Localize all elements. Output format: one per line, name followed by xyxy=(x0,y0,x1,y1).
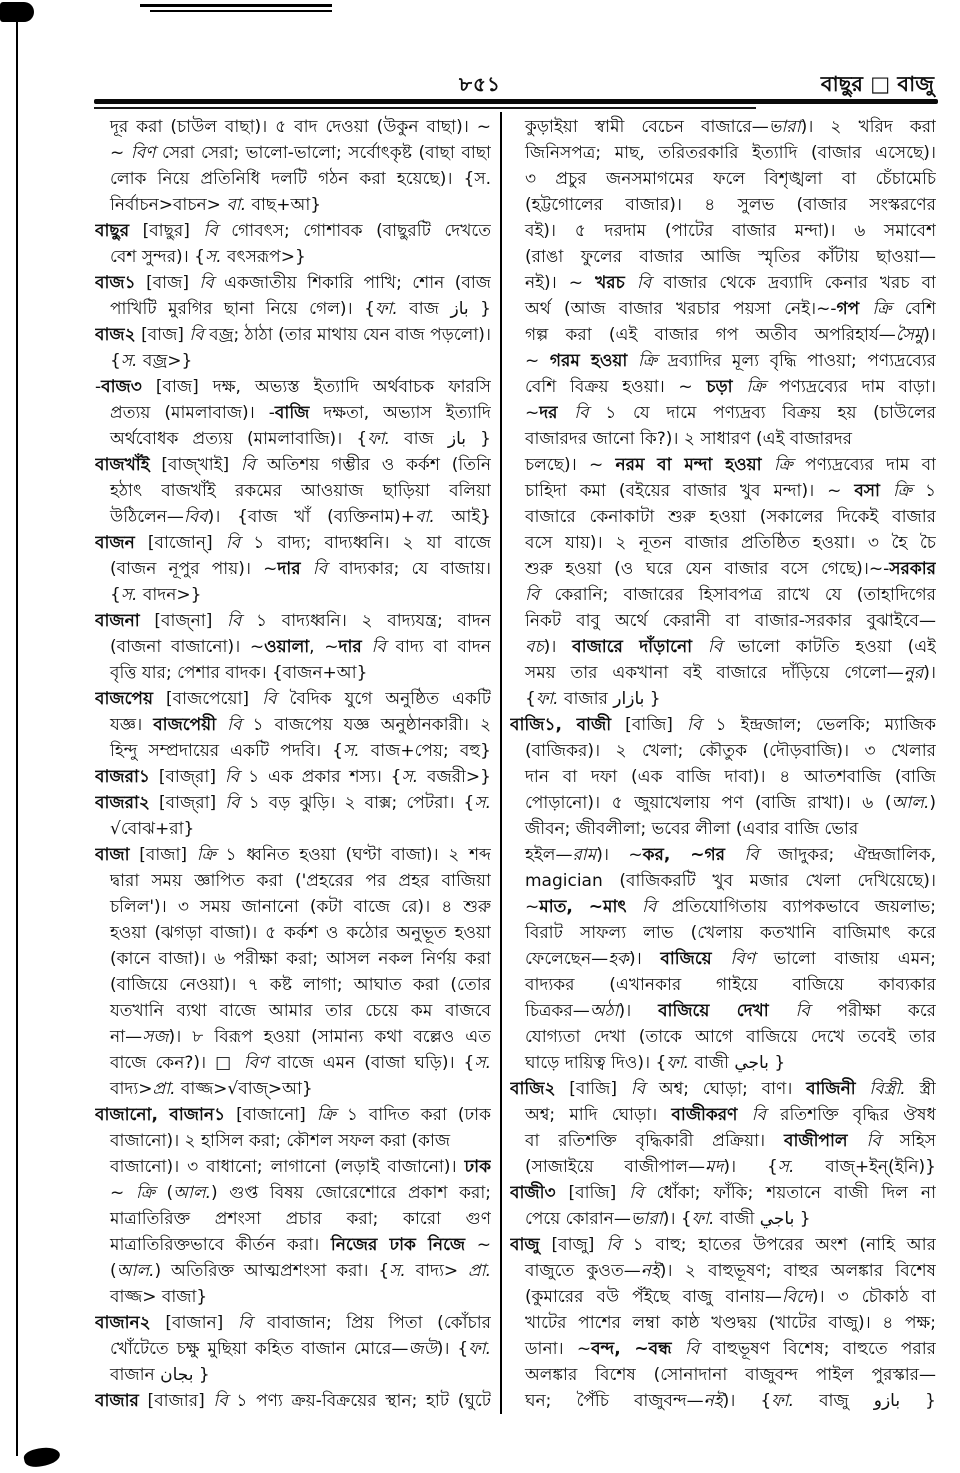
dict-text-line: (আল.) অতিরিক্ত আত্মপ্রশংসা করা। {স. বাদ্য> প্রা. xyxy=(110,1261,491,1281)
dict-text-line: বিরাট সাফল্য লাভ (খেলায় কতখানি বাজিমাৎ করে xyxy=(525,923,936,943)
top-rule-fragment xyxy=(140,4,332,7)
ink-blot-bottom-left xyxy=(23,1444,62,1469)
dict-text-line: যজ্ঞ। বাজপেয়ী বি ১ বাজপেয় যজ্ঞ অনুষ্ঠানকারী। ২ xyxy=(110,715,491,735)
dict-text-line: বাদ্য>প্রা. বাজ্জ>√বাজ্>আ} xyxy=(110,1079,313,1099)
dict-text-line: -বাজ৩ [বাজ] দক্ষ, অভ্যস্ত ইত্যাদি অর্থবাচক ফারসি xyxy=(95,377,491,397)
dict-text-line: বেশি বিক্রয় হওয়া। ~ চড়া ক্রি পণ্যদ্রব্যের দাম বাড়া। xyxy=(525,377,936,397)
dict-text-line: বাজরা২ [বাজ্‌রা] বি ১ বড় ঝুড়ি। ২ বাক্স; পেটরা। {স. xyxy=(95,793,491,813)
dict-text-line: বাজারদর জানো কি?)। ২ সাধারণ (এই বাজারদর xyxy=(525,429,852,449)
dict-text-line: বৃত্তি যার; পেশার বাদক। {বাজন+আ} xyxy=(110,663,368,683)
dict-text-line: নই)। ~ খরচ বি বাজার থেকে দ্রব্যাদি কেনার খরচ বা xyxy=(525,273,936,293)
page-number: ৮৫১ xyxy=(459,72,501,96)
dict-text-line: বাজ্জ> বাজা} xyxy=(110,1287,208,1307)
dict-text-line: (হট্টগোলের বাজার)। ৪ সুলভ (বাজার সংস্করণের xyxy=(525,195,936,215)
dict-text-line: বাজা [বাজা] ক্রি ১ ধ্বনিত হওয়া (ঘণ্টা বাজা)। ২ শব্দ xyxy=(95,845,491,865)
dict-text-line: ~মাত, ~মাৎ বি প্রতিযোগিতায় ব্যাপকভাবে জয়লাভ; xyxy=(525,897,936,917)
dict-text-line: ডানা। ~বন্দ, ~বন্ধ বি বাহুভূষণ বিশেষ; বাহুতে পরার xyxy=(525,1339,936,1359)
dict-text-line: বাজানো)। ২ হাসিল করা; কৌশল সফল করা (কাজ xyxy=(110,1131,451,1151)
dict-text-line: বাজানো, বাজান১ [বাজানো] ক্রি ১ বাদিত করা (ঢাক xyxy=(95,1105,491,1125)
dict-text-line: অর্থবোধক প্রত্যয় (মামলাবাজি)। {ফা. বাজ باز } xyxy=(110,429,491,449)
dict-text-line: বাজারে কেনাকাটা শুরু হওয়া (সকালের দিকেই বাজার xyxy=(525,507,936,527)
dict-text-line: (বাজনা বাজানো)। ~ওয়ালা, ~দার বি বাদ্য বা বাদন xyxy=(110,637,491,657)
dict-text-line: ~ ক্রি (আল.) গুপ্ত বিষয় জোরেশোরে প্রকাশ করা; xyxy=(110,1183,491,1203)
dict-text-line: খাটের পাশের লম্বা কাষ্ঠ খণ্ডদ্বয় (খাটের বাজু)। ৪ পক্ষ; xyxy=(525,1313,936,1333)
dict-text-line: বি কেরানি; বাজারের হিসাবপত্র রাখে যে (তাহাদিগের xyxy=(525,585,936,605)
ink-blot-top-left xyxy=(0,2,34,22)
dict-text-line: বাজান২ [বাজান] বি বাবাজান; প্রিয় পিতা (কোঁচার xyxy=(95,1313,491,1333)
dict-text-line: দূর করা (চাউল বাছা)। ৫ বাদ দেওয়া (উকুন বাছা)। ~ xyxy=(110,117,491,137)
dict-text-line: বাজু [বাজু] বি ১ বাহু; হাতের উপরের অংশ (নাহি আর xyxy=(510,1235,936,1255)
dict-text-line: বেশ সুন্দর)। {স. বৎসরূপ>} xyxy=(110,247,306,267)
dict-text-line: পোড়ানো)। ৫ জুয়াখেলায় পণ (বাজি রাখা)। ৬ (আল.) xyxy=(525,793,936,813)
dict-text-line: গল্প করা (এই বাজার গপ অতীব অপরিহার্য—সৈমু)। xyxy=(525,325,936,345)
dict-text-line: অলঙ্কার বিশেষ (সোনাদানা বাজুবন্দ পাইল পুরস্কার— xyxy=(525,1365,936,1385)
dict-text-line: (কানে বাজা)। ৬ পরীক্ষা করা; আসল নকল নির্ণয় করা xyxy=(110,949,491,969)
dict-text-line: বাজ১ [বাজ] বি একজাতীয় শিকারি পাখি; শোন (বাজ xyxy=(95,273,491,293)
left-column xyxy=(95,114,491,1414)
dict-text-line: বাজনা [বাজ্‌না] বি ১ বাদ্যধ্বনি। ২ বাদ্যযন্ত্র; বাদন xyxy=(95,611,491,631)
header-rule-thin xyxy=(94,107,756,109)
dict-text-line: খোঁটেতে চক্ষু মুছিয়া কহিত বাজান মোরে—জউ)। {ফা. xyxy=(110,1339,491,1359)
dict-text-line: হিন্দু সম্প্রদায়ের একটি পদবি। {স. বাজ+পেয়; বহু} xyxy=(110,741,491,761)
dict-text-line: বাজি১, বাজী [বাজি] বি ১ ইন্দ্রজাল; ভেলকি; ম্যাজিক xyxy=(510,715,936,735)
dict-text-line: ~দর বি ১ যে দামে পণ্যদ্রব্য বিক্রয় হয় (চাউলের xyxy=(525,403,936,423)
right-column xyxy=(510,114,936,1414)
dict-text-line: বাজি২ [বাজি] বি অশ্ব; ঘোড়া; বাণ। বাজিনী বিস্ত্রী. স্ত্রী xyxy=(510,1079,936,1099)
dict-text-line: বাজান بجان } xyxy=(110,1365,210,1385)
dict-text-line: বাজ২ [বাজ] বি বজ্র; ঠাঠা (তার মাথায় যেন বাজ পড়লো)। xyxy=(95,325,491,345)
dict-text-line: চাহিদা কমা (বইয়ের বাজার খুব মন্দা)। ~ বসা ক্রি ১ xyxy=(525,481,936,501)
dict-text-line: বাজন [বাজোন্] বি ১ বাদ্য; বাদ্যধ্বনি। ২ যা বাজে xyxy=(95,533,491,553)
dict-text-line: ঘন; পৈঁচি বাজুবন্দ—নই)। {ফা. বাজু بازو } xyxy=(525,1391,936,1411)
dict-text-line: চলছে)। ~ নরম বা মন্দা হওয়া ক্রি পণ্যদ্রব্যের দাম বা xyxy=(525,455,936,475)
dict-text-line: বাজার [বাজার] বি ১ পণ্য ক্রয়-বিক্রয়ের স্থান; হাট (ঘুটে xyxy=(95,1391,491,1411)
dict-text-line: জিনিসপত্র; মাছ, তরিতরকারি ইত্যাদি (বাজার এসেছে)। xyxy=(525,143,936,163)
dict-text-line: নিকট বাবু অর্থে কেরানী বা বাজার-সরকার বুঝাইবে— xyxy=(525,611,936,631)
dict-text-line: {স. বজ্র>} xyxy=(110,351,193,371)
dict-text-line: (বাজিয়ে নেওয়া)। ৭ কষ্ট লাগা; আঘাত করা (তোর xyxy=(110,975,491,995)
dict-text-line: বাজী৩ [বাজি] বি ধোঁকা; ফাঁকি; শয়তানে বাজী দিল না xyxy=(510,1183,936,1203)
dict-text-line: বাজুতে কুওত—নই)। ২ বাহুভূষণ; বাহুর অলঙ্কার বিশেষ xyxy=(525,1261,936,1281)
dict-text-line: মাত্রাতিরিক্তভাবে কীর্তন করা। নিজের ঢাক নিজে ~ xyxy=(110,1235,491,1255)
dict-text-line: ৩ প্রচুর জনসমাগমের ফলে বিশৃঙ্খলা বা চেঁচামেচি xyxy=(525,169,936,189)
dict-text-line: (কুমারের বউ পঁইছে বাজু বানায়—বিদে)। ৩ চৌকাঠ বা xyxy=(525,1287,936,1307)
dict-text-line: উঠিলেন—বিব)। {বাজ খাঁ (ব্যক্তিনাম)+বা. আই} xyxy=(110,507,491,527)
dict-text-line: ফেলেছেন—হক)। বাজিয়ে বিণ ভালো বাজায় এমন; xyxy=(525,949,936,969)
top-rule-fragment-thin xyxy=(150,10,332,12)
dict-text-line: (সাজাইয়ে বাজীপাল—মদ)। {স. বাজ্+ইন্(ইনি)} xyxy=(525,1157,936,1177)
dict-text-line: বাজানো)। ৩ বাধানো; লাগানো (লড়াই বাজানো)। ঢাক xyxy=(110,1157,491,1177)
dict-text-line: {ফা. বাজার بازار } xyxy=(525,689,661,709)
dict-text-line: হইল—রাম)। ~কর, ~গর বি জাদুকর; ঐন্দ্রজালিক, xyxy=(525,845,936,865)
dict-text-line: যতখানি ব্যথা বাজে আমার তার চেয়ে কম বাজবে xyxy=(110,1001,491,1021)
dict-text-line: বই)। ৫ দরদাম (পাটের বাজার মন্দা)। ৬ সমাবেশ xyxy=(525,221,936,241)
dict-text-line: অশ্ব; মাদি ঘোড়া। বাজীকরণ বি রতিশক্তি বৃদ্ধির ঔষধ xyxy=(525,1105,936,1125)
dict-text-line: (রাঙা ফুলের বাজার আজি স্মৃতির কাঁটায় ছাওয়া— xyxy=(525,247,936,267)
dict-text-line: কুড়াইয়া স্বামী বেচেন বাজারে—ভারা)। ২ খরিদ করা xyxy=(525,117,936,137)
dict-text-line: পাখিটি মুরগির ছানা নিয়ে গেল)। {ফা. বাজ باز } xyxy=(110,299,491,319)
dict-text-line: magician (বাজিকরটি খুব মজার খেলা দেখিয়েছে)। xyxy=(525,871,936,891)
dict-text-line: ঘাড়ে দায়িত্ব দিও)। {ফা. বাজী باجي } xyxy=(525,1053,786,1073)
dict-text-line: বাছুর [বাছুর] বি গোবৎস; গোশাবক (বাছুরটি দেখতে xyxy=(95,221,491,241)
dict-text-line: ~ বিণ সেরা সেরা; ভালো-ভালো; সর্বোৎকৃষ্ট (বাছা বাছা xyxy=(110,143,491,163)
dict-text-line: প্রত্যয় (মামলাবাজ)। -বাজি দক্ষতা, অভ্যাস ইত্যাদি xyxy=(110,403,491,423)
dict-text-line: (বাজিকর)। ২ খেলা; কৌতুক (দৌড়বাজি)। ৩ খেলার xyxy=(525,741,936,761)
dict-text-line: দ্বারা সময় জ্ঞাপিত করা ('প্রহরের পর প্রহর বাজিয়া xyxy=(110,871,491,891)
dict-text-line: বাজে কেন?)। □ বিণ বাজে এমন (বাজা ঘড়ি)। {স. xyxy=(110,1053,491,1073)
header-rule-heavy xyxy=(94,99,938,104)
dict-text-line: জীবন; জীবলীলা; ভবের লীলা (এবার বাজি ভোর xyxy=(525,819,859,839)
dict-text-line: {স. বাদন>} xyxy=(110,585,202,605)
dict-text-line: চলিল')। ৩ সময় জানানো (কটা বাজে রে)। ৪ শুরু xyxy=(110,897,491,917)
dict-text-line: বসে যায়)। ২ নূতন বাজার প্রতিষ্ঠিত হওয়া। ৩ হৈ চৈ xyxy=(525,533,936,553)
guide-words: বাছুর □ বাজু xyxy=(820,72,934,96)
dict-text-line: নির্বাচন>বাচন> বা. বাছ+আ} xyxy=(110,195,322,215)
dict-text-line: বচ)। বাজারে দাঁড়ানো বি ভালো কাটতি হওয়া (এই xyxy=(525,637,936,657)
dict-text-line: বাজখাঁই [বাজ্‌খাই] বি অতিশয় গম্ভীর ও কর্কশ (তিনি xyxy=(95,455,491,475)
dict-text-line: সময় তার একখানা বই বাজারে দাঁড়িয়ে গেলো—নুর)। xyxy=(525,663,936,683)
left-edge-scan-line xyxy=(16,22,18,1456)
dict-text-line: বাজপেয় [বাজপেয়ো] বি বৈদিক যুগে অনুষ্ঠিত একটি xyxy=(95,689,491,709)
dict-text-line: (বাজন নূপুর পায়)। ~দার বি বাদ্যকার; যে বাজায়। xyxy=(110,559,491,579)
dict-text-line: ~ গরম হওয়া ক্রি দ্রব্যাদির মূল্য বৃদ্ধি পাওয়া; পণ্যদ্রব্যের xyxy=(525,351,936,371)
dict-text-line: চিত্রকর—অঠা)। বাজিয়ে দেখা বি পরীক্ষা করে xyxy=(525,1001,936,1021)
dict-text-line: অর্থ (আজ বাজার খরচার পয়সা নেই।~-গপ ক্রি বেশি xyxy=(525,299,936,319)
dict-text-line: হঠাৎ বাজখাঁই রকমের আওয়াজ ছাড়িয়া বলিয়া xyxy=(110,481,491,501)
dict-text-line: শুরু হওয়া (ও ঘরে যেন বাজার বসে গেছে)।~-সরকার xyxy=(525,559,936,579)
column-divider xyxy=(500,112,502,1414)
dict-text-line: হওয়া (ঝগড়া বাজা)। ৫ কর্কশ ও কঠোর অনুভূত হওয়া xyxy=(110,923,491,943)
dict-text-line: দান বা দফা (এক বাজি দাবা)। ৪ আতশবাজি (বাজি xyxy=(525,767,936,787)
dict-text-line: যোগ্যতা দেখা (তাকে আগে বাজিয়ে দেখে তবেই তার xyxy=(525,1027,936,1047)
dict-text-line: না—সজ)। ৮ বিরূপ হওয়া (সামান্য কথা বল্লেও এত xyxy=(110,1027,491,1047)
dict-text-line: পেয়ে কোরান—ভারা)। {ফা. বাজী باجي } xyxy=(525,1209,811,1229)
dict-text-line: লোক নিয়ে প্রতিনিধি দলটি গঠন করা হয়েছে)। {স. xyxy=(110,169,491,189)
dict-text-line: বাজরা১ [বাজ্‌রা] বি ১ এক প্রকার শস্য। {স. বজরী>} xyxy=(95,767,491,787)
dict-text-line: বাদ্যকর (এখানকার গাইয়ে বাজিয়ে কাব্যকার xyxy=(525,975,936,995)
dict-text-line: √বোঝ+রা} xyxy=(110,819,195,839)
dict-text-line: বা রতিশক্তি বৃদ্ধিকারী প্রক্রিয়া। বাজীপাল বি সহিস xyxy=(525,1131,936,1151)
dict-text-line: মাত্রাতিরিক্ত প্রশংসা প্রচার করা; কারো গুণ xyxy=(110,1209,491,1229)
